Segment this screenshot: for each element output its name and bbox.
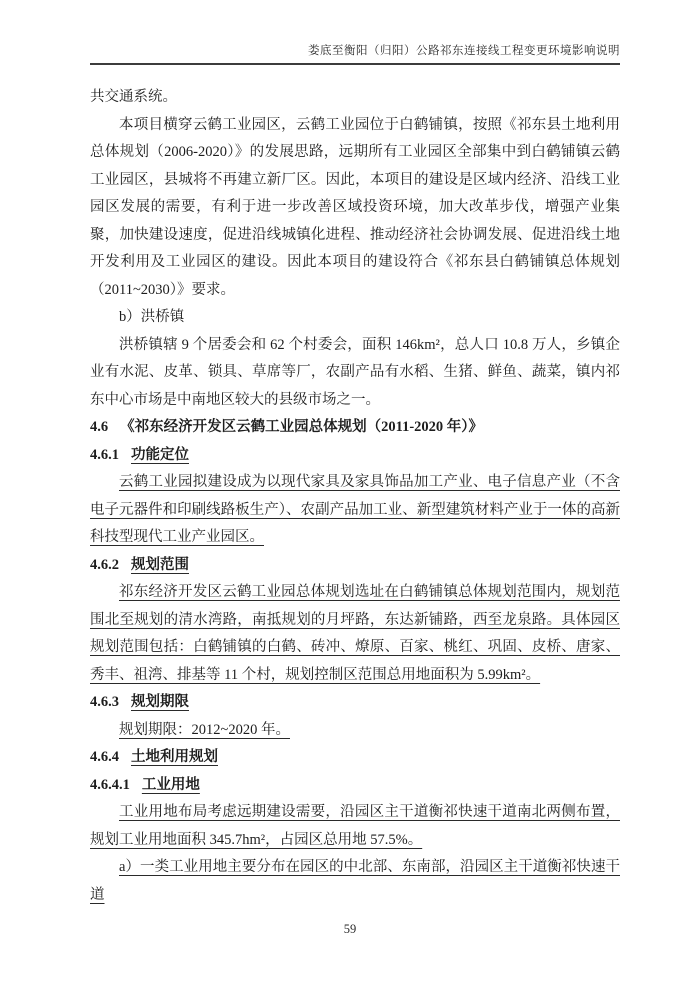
paragraph-1: 本项目横穿云鹤工业园区，云鹤工业园位于白鹤铺镇，按照《祁东县土地利用总体规划（2006-2020）》的发展思路，远期所有工业园区全部集中到白鹤铺镇云鹤工业园区，县城将不再建立新厂区。因此，本项目的建设是区域内经济、沿线工业园区发展的需要，有利于进一步改善区域投资环境，加大改革步伐，增强产业集聚，加快建设速度，促进沿线城镇化进程、推动经济社会协调发展、促进沿线土地开发利用及工业园区的建设。因此本项目的建设符合《祁东县白鹤铺镇总体规划（2011~2030）》要求。 [90,116,620,298]
paragraph-3: 洪桥镇辖 9 个居委会和 62 个村委会，面积 146km²，总人口 10.8 万人，乡镇企业有水泥、皮革、锁具、草席等厂，农副产品有水稻、生猪、鲜鱼、蔬菜，镇内祁东中心市场是中南地区较大的县级市场之一。 [90,336,620,408]
paragraph-13: 工业用地布局考虑远期建设需要，沿园区主干道衡祁快速干道南北两侧布置，规划工业用地面积 345.7hm²，占园区总用地 57.5%。 [90,804,620,848]
section-heading-4.6 [90,414,620,442]
heading-title: 功能定位 [131,446,189,463]
section-heading-4.6.1 [90,442,620,470]
page-number: 59 [343,922,357,936]
section-heading-4.6.3 [90,689,620,717]
page-header-running-title: 娄底至衡阳（归阳）公路祁东连接线工程变更环境影响说明 [90,42,620,65]
heading-title: 规划范围 [131,556,189,573]
heading-title: 《祁东经济开发区云鹤工业园总体规划（2011-2020 年）》 [120,419,484,435]
paragraph-10: 规划期限：2012~2020 年。 [119,721,290,738]
section-heading-4.6.4.1 [90,772,620,800]
paragraph-6: 云鹤工业园拟建设成为以现代家具及家具饰品加工产业、电子信息产业（不含电子元器件和印刷线路板生产）、农副产品加工业、新型建筑材料产业于一体的高新科技型现代工业产业园区。 [90,474,620,545]
heading-number: 4.6.4.1 [90,776,130,793]
heading-title: 工业用地 [141,776,200,793]
section-heading-4.6.4 [90,744,620,772]
heading-number: 4.6 [90,419,109,435]
heading-number: 4.6.1 [90,446,119,463]
paragraph-0: 共交通系统。 [90,89,177,105]
paragraph-2: b）洪桥镇 [119,309,185,325]
heading-number: 4.6.4 [90,749,119,765]
heading-number: 4.6.3 [90,694,119,710]
document-body [90,84,620,909]
paragraph-8: 祁东经济开发区云鹤工业园总体规划选址在白鹤铺镇总体规划范围内，规划范围北至规划的清水湾路，南抵规划的月坪路，东达新铺路，西至龙泉路。具体园区规划范围包括：白鹤铺镇的白鹤、砖冲、燎原、百家、桃红、巩固、皮桥、唐家、秀丰、祖湾、排基等 11 个村，规划控制区范围总用地面积为 5.99km²。 [90,584,620,683]
heading-title: 规划期限 [131,694,189,710]
section-heading-4.6.2 [90,552,620,580]
heading-title: 土地利用规划 [131,749,218,765]
paragraph-14: a）一类工业用地主要分布在园区的中北部、东南部，沿园区主干道衡祁快速干道 [90,859,620,903]
heading-number: 4.6.2 [90,556,119,573]
